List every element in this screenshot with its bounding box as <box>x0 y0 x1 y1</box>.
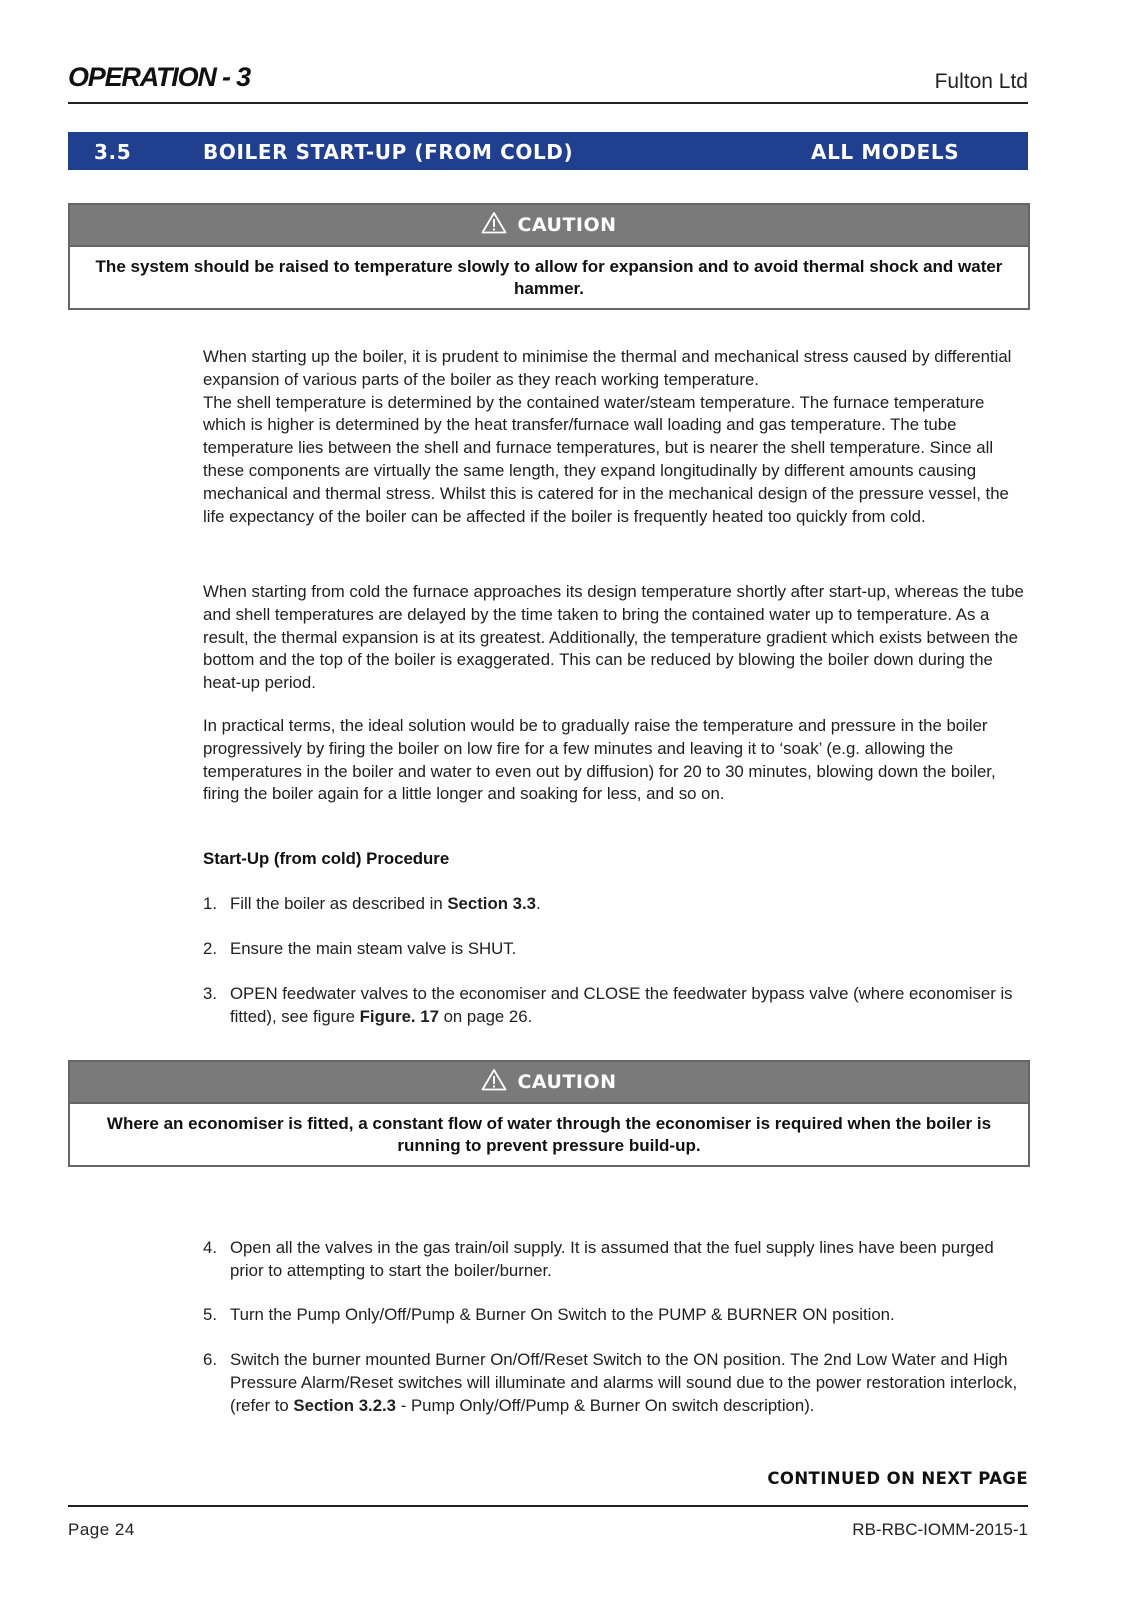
caution-box-economiser <box>68 1060 1030 1167</box>
step-number: 6. <box>203 1350 217 1369</box>
document-reference: RB-RBC-IOMM-2015-1 <box>852 1520 1028 1539</box>
caution-label: CAUTION <box>517 1071 617 1093</box>
caution-text: Where an economiser is fitted, a constant flow of water through the economiser is required when the boiler is running to prevent pressure build-up. <box>106 1114 992 1155</box>
section-heading-bar <box>68 132 1028 170</box>
step-number: 4. <box>203 1238 217 1257</box>
paragraph: In practical terms, the ideal solution would be to gradually raise the temperature and pressure in the boiler progressively by firing the boiler on low fire for a few minutes and leaving it to ‘soak’ (e.g. allowing the temperatures in the boiler and water to even out by diffusion) for 20 to 30 minutes, blowing down the boiler, firing the boiler again for a little longer and soaking for less, and so on. <box>203 716 996 804</box>
intro-paragraph-2 <box>203 581 1031 695</box>
paragraph: The shell temperature is determined by the contained water/steam temperature. The furnace temperature which is higher is determined by the heat transfer/furnace wall loading and gas temperature. The tube temperature lies between the shell and furnace temperatures, but is nearer the shell temperature. Since all these components are virtually the same length, they expand longitudinally by different amounts causing mechanical and thermal stress. Whilst this is catered for in the mechanical design of the pressure vessel, the life expectancy of the boiler can be affected if the boiler is frequently heated too quickly from cold. <box>203 392 1009 526</box>
page-number: Page 24 <box>68 1520 135 1539</box>
chapter-title: OPERATION - 3 <box>68 62 250 92</box>
caution-header <box>70 205 1028 247</box>
continued-notice: CONTINUED ON NEXT PAGE <box>767 1469 1028 1488</box>
page-header <box>68 58 1028 104</box>
step-text: Turn the Pump Only/Off/Pump & Burner On Switch to the PUMP & BURNER ON position. <box>230 1305 895 1324</box>
step-text: OPEN feedwater valves to the economiser and CLOSE the feedwater bypass valve (where economiser is fitted), see figure Figure. 17 on page 26. <box>230 984 1013 1026</box>
paragraph: When starting from cold the furnace approaches its design temperature shortly after start-up, whereas the tube and shell temperatures are delayed by the time taken to bring the contained water up to temperature. As a result, the thermal expansion is at its greatest. Additionally, the temperature gradient which exists between the bottom and the top of the boiler is exaggerated. This can be reduced by blowing the boiler down during the heat-up period. <box>203 582 1024 693</box>
paragraph: When starting up the boiler, it is prudent to minimise the thermal and mechanical stress caused by differential expansion of various parts of the boiler as they reach working temperature. <box>203 347 1012 389</box>
list-item <box>203 1349 1031 1417</box>
step-number: 1. <box>203 894 217 913</box>
list-item <box>203 1304 1031 1327</box>
list-item <box>203 938 1031 961</box>
step-number: 5. <box>203 1305 217 1324</box>
intro-paragraph-1 <box>203 346 1031 528</box>
step-text: Ensure the main steam valve is SHUT. <box>230 939 517 958</box>
warning-triangle-icon <box>481 1068 507 1091</box>
list-item <box>203 1237 1031 1283</box>
step-text: Open all the valves in the gas train/oil supply. It is assumed that the fuel supply lines have been purged prior to attempting to start the boiler/burner. <box>230 1238 994 1280</box>
procedure-heading: Start-Up (from cold) Procedure <box>203 849 450 868</box>
company-name: Fulton Ltd <box>934 70 1028 93</box>
section-models: ALL MODELS <box>811 140 960 164</box>
figure-reference: Figure. 17 <box>359 1006 439 1026</box>
step-number: 2. <box>203 939 217 958</box>
footer-divider <box>68 1505 1028 1507</box>
section-reference: Section 3.3 <box>447 894 536 913</box>
section-number: 3.5 <box>94 140 132 164</box>
caution-label: CAUTION <box>517 214 617 236</box>
step-text: Switch the burner mounted Burner On/Off/Reset Switch to the ON position. The 2nd Low Water and High Pressure Alarm/Reset switches will illuminate and alarms will sound due to the power restoration interlock, (refer to Section 3.2.3 - Pump Only/Off/Pump & Burner On switch description). <box>230 1350 1018 1415</box>
section-title: BOILER START-UP (FROM COLD) <box>203 140 574 164</box>
list-item <box>203 893 1031 916</box>
list-item <box>203 983 1031 1029</box>
intro-paragraph-3 <box>203 715 1031 806</box>
warning-triangle-icon <box>481 211 507 234</box>
step-number: 3. <box>203 984 217 1003</box>
step-text: Fill the boiler as described in Section 3.3. <box>230 894 541 913</box>
caution-box-thermal <box>68 203 1030 310</box>
caution-text: The system should be raised to temperature slowly to allow for expansion and to avoid thermal shock and water hammer. <box>95 257 1003 298</box>
caution-header <box>70 1062 1028 1104</box>
section-reference: Section 3.2.3 <box>293 1395 397 1415</box>
